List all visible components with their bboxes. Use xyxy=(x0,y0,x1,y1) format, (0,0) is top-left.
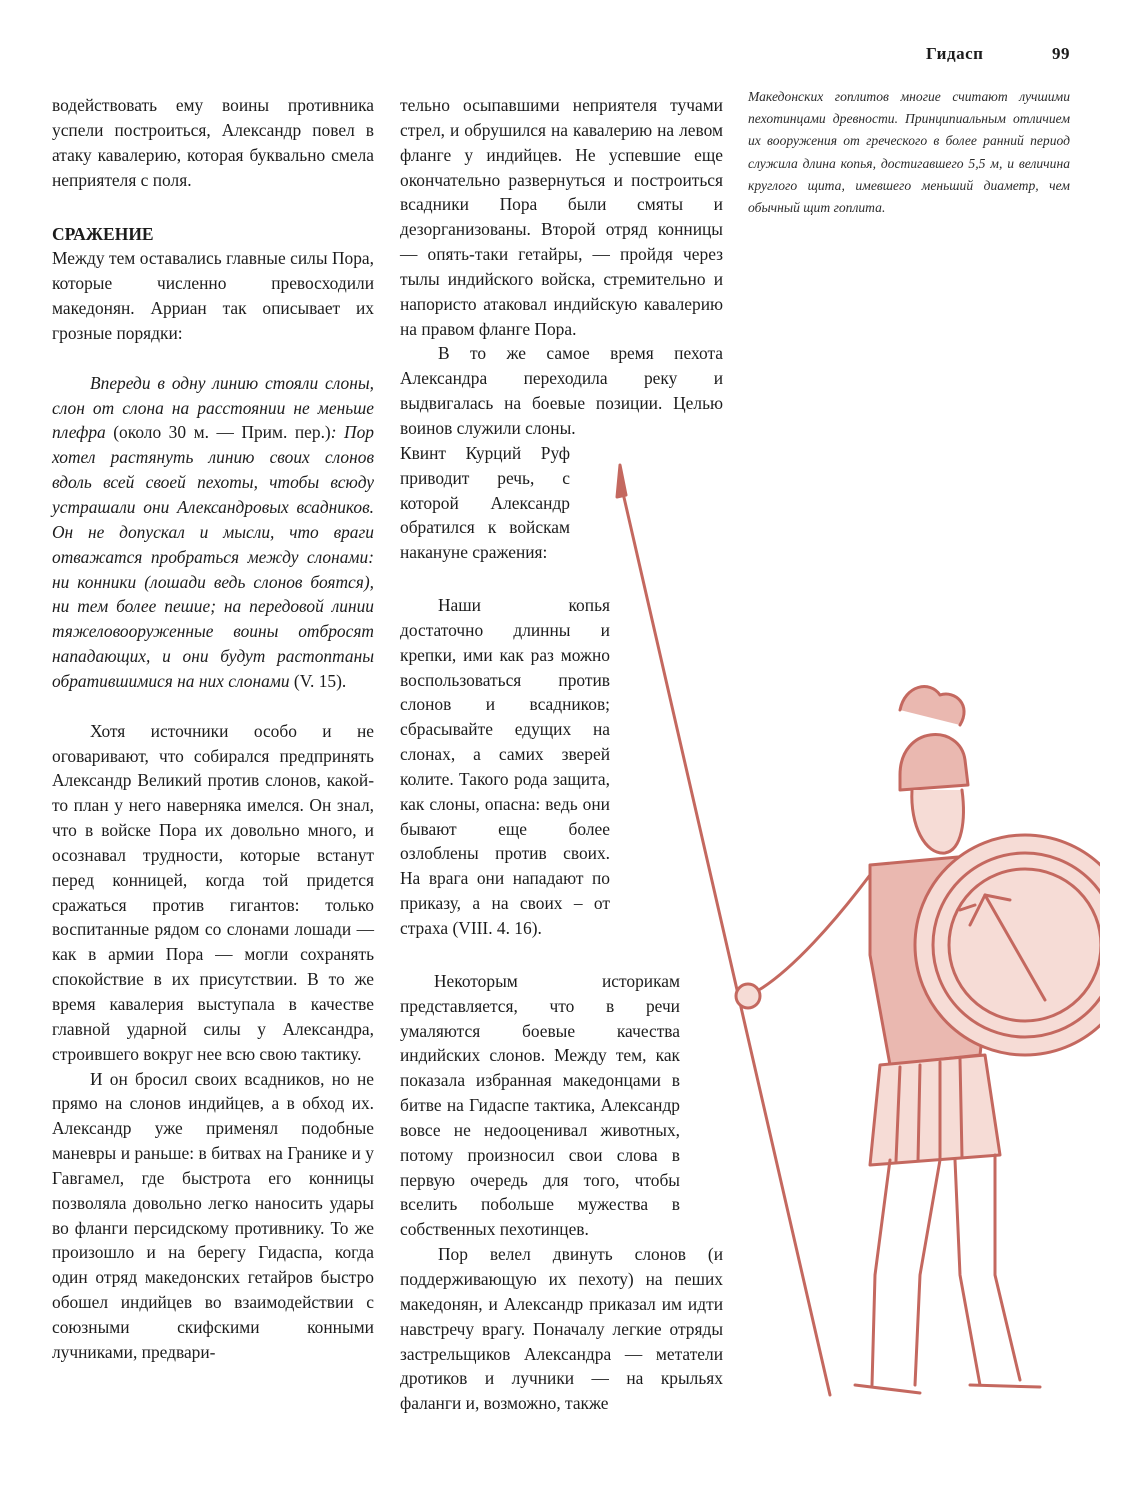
paragraph: В то же самое время пехота Александра переходила реку и выдвигалась на боевые позиции. Целью воинов служили слоны. xyxy=(400,343,723,438)
hoplite-illustration xyxy=(600,455,1100,1445)
spear xyxy=(620,480,830,1395)
helmet-crest xyxy=(900,687,964,725)
pteruges xyxy=(870,1055,1000,1165)
arrian-quote xyxy=(52,371,374,694)
paragraph-narrow: Квинт Курций Руф приводит речь, с которой Александр обратился к войскам накануне сражения: xyxy=(400,442,570,563)
paragraph: Пор велел двинуть слонов (и поддерживающую их пехоту) на пеших македонян, и Александр приказал им идти навстречу врагу. Поначалу легкие отряды застрельщиков Александра — метатели дротиков и лучники — на крыльях фаланги и, возможно, также xyxy=(400,1244,723,1414)
hand xyxy=(736,984,760,1008)
illustration-caption: Македонских гоплитов многие считают лучшими пехотинцами древности. Принципиальным отличием их вооружения от греческого в более ранний период служила длина копья, достигавшего 5,5 м, и величина круглого щита, имевшего меньший диаметр, чем обычный щит гоплита. xyxy=(748,89,1070,216)
column-left xyxy=(52,93,374,1365)
quote-reference: (V. 15). xyxy=(289,670,347,691)
paragraph: водействовать ему воины противника успели построиться, Александр повел в атаку кавалерию, которая буквально смела неприятеля с поля. xyxy=(52,95,374,190)
running-title: Гидасп xyxy=(926,44,984,63)
quote-reference: (VIII. 4. 16). xyxy=(448,918,542,938)
quote-text: Впереди в одну линию стояли слоны, слон от слона на расстоянии не меньше плефра xyxy=(52,372,374,443)
page-number: 99 xyxy=(1052,44,1070,63)
left-foot xyxy=(855,1385,920,1393)
paragraph: Хотя источники особо и не оговаривают, что собирался предпринять Александр Великий против слонов, какой-то план у него наверняка имелся. Он знал, что в войске Пора их довольно много, и осознавал трудности, которые встанут перед конницей, когда той придется сражаться против гигантов: только воспитанные рядом со слонами лошади — как в армии Пора — могли сохранять спокойствие в их присутствии. В то же время кавалерия выступала в качестве главной ударной силы у Александра, строившего вокруг нее всю свою тактику. xyxy=(52,720,374,1064)
quote-text: : Пор хотел растянуть линию своих слонов вдоль всей своей пехоты, чтобы всюду устрашали они Александровых всадников. Он не допускал и мысли, что враги отважатся пробраться между слонами: ни конники (лошади ведь слонов боятся), ни тем более пешие; на передовой линии тяжеловооруженные воины отбросят нападающих, и они будут растоптаны обратившимися на них слонами xyxy=(52,422,374,691)
paragraph: И он бросил своих всадников, но не прямо на слонов индийцев, а в обход их. Александр уже применял подобные маневры и раньше: в битвах на Гранике и у Гавгамел, где быстрота его конницы позволяла довольно легко наносить удары во фланги персидскому противнику. То же произошло и на берегу Гидаспа, когда один отряд македонских гетайров быстро обошел индийцев во взаимодействии с союзными скифскими конными лучниками, предвари- xyxy=(52,1068,374,1362)
paragraph: тельно осыпавшими неприятеля тучами стрел, и обрушился на кавалерию на левом фланге у индийцев. Не успевшие еще окончательно развернуться и построиться всадники Пора были смяты и дезорганизованы. Второй отряд конницы — опять-таки гетайры, — пройдя через тылы индийского войска, стремительно и напористо атаковал индийскую кавалерию на правом фланге Пора. xyxy=(400,95,723,339)
curtius-quote xyxy=(400,593,610,941)
section-heading: СРАЖЕНИЕ xyxy=(52,224,154,245)
helmet xyxy=(900,735,968,790)
right-foot xyxy=(970,1385,1040,1387)
left-leg xyxy=(872,1160,890,1385)
face xyxy=(912,790,964,853)
left-leg-inner xyxy=(915,1160,940,1385)
paragraph: Между тем оставались главные силы Пора, которые численно превосходили македонян. Арриан так описывает их грозные порядки: xyxy=(52,248,374,343)
paragraph: Некоторым историкам представляется, что в речи умаляются боевые качества индийских слонов. Между тем, как показала избранная македонцами в битве на Гидаспе тактика, Александр вовсе не недооценивал животных, потому произносил свои слова в первую очередь для того, чтобы вселить побольше мужества в собственных пехотинцев. xyxy=(400,970,680,1240)
quote-text: Наши копья достаточно длинны и крепки, ими как раз можно воспользоваться против слонов и всадников; сбрасывайте едущих на слонах, а самих зверей колите. Такого рода защита, как слоны, опасна: ведь они бывают еще более озлоблены против своих. На врага они нападают по приказу, а на своих – от страха xyxy=(400,595,610,938)
right-leg-outer xyxy=(995,1155,1020,1380)
right-leg xyxy=(955,1160,980,1385)
translator-note: (около 30 м. — Прим. пер.) xyxy=(105,422,331,443)
right-arm xyxy=(750,875,870,995)
spear-head xyxy=(617,465,626,497)
